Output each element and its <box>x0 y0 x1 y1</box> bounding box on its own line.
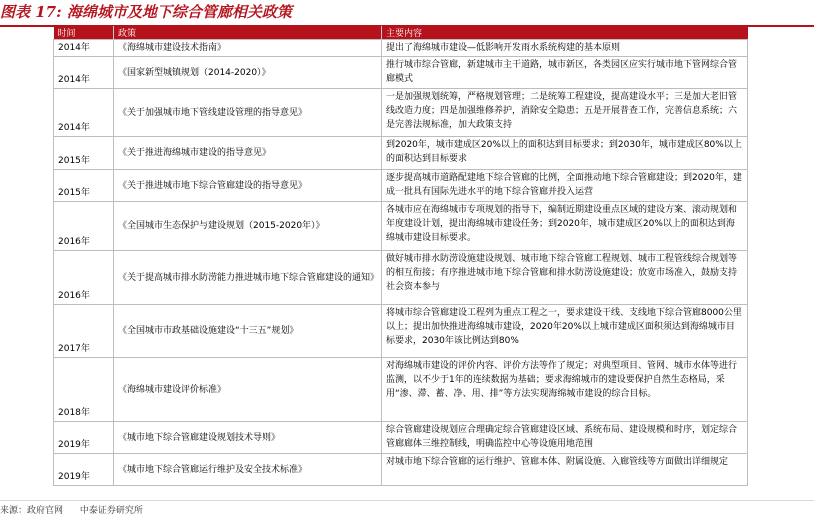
table-row <box>54 170 748 202</box>
row-year: 2016年 <box>54 202 114 251</box>
table-row <box>54 89 748 137</box>
row-policy: 《关于加强城市地下管线建设管理的指导意见》 <box>114 89 382 137</box>
row-policy: 《关于推进海绵城市建设的指导意见》 <box>114 137 382 170</box>
table-row <box>54 422 748 454</box>
row-year: 2015年 <box>54 137 114 170</box>
row-content: 将城市综合管廊建设工程列为重点工程之一，要求建设干线、支线地下综合管廊8000公里以上；提出加快推进海绵城市建设，2020年20%以上城市建成区面积须达到海绵城市目标要求，2030年该比例达到80% <box>382 305 748 358</box>
row-policy: 《城市地下综合管廊建设规划技术导则》 <box>114 422 382 454</box>
row-content: 做好城市排水防涝设施建设规划、城市地下综合管廊工程规划、城市工程管线综合规划等的相互衔接；有序推进城市地下综合管廊和排水防涝设施建设；放宽市场准入，鼓励支持社会资本参与 <box>382 251 748 305</box>
table-row <box>54 251 748 305</box>
row-content: 一是加强规划统筹，严格规划管理；二是统筹工程建设，提高建设水平；三是加大老旧管线改造力度；四是加强维修养护，消除安全隐患；五是开展普查工作，完善信息系统；六是完善法规标准，加大政策支持 <box>382 89 748 137</box>
row-content: 对城市地下综合管廊的运行维护、管廊本体、附属设施、入廊管线等方面做出详细规定 <box>382 454 748 486</box>
table-row <box>54 40 748 57</box>
row-content: 综合管廊建设规划应合理确定综合管廊建设区域、系统布局、建设规模和时序，划定综合管廊廊体三维控制线，明确监控中心等设施用地范围 <box>382 422 748 454</box>
row-year: 2016年 <box>54 251 114 305</box>
table-row <box>54 137 748 170</box>
header-content: 主要内容 <box>382 26 748 40</box>
row-year: 2017年 <box>54 305 114 358</box>
row-year: 2015年 <box>54 170 114 202</box>
row-policy: 《海绵城市建设技术指南》 <box>114 40 382 57</box>
page-title: 图表 17: 海绵城市及地下综合管廊相关政策 <box>0 3 292 21</box>
row-policy: 《关于推进城市地下综合管廊建设的指导意见》 <box>114 170 382 202</box>
row-content: 各城市应在海绵城市专项规划的指导下，编制近期建设重点区域的建设方案、滚动规划和年度建设计划，提出海绵城市建设任务；到2020年，城市建成区20%以上的面积达到海绵城市建设目标要求。 <box>382 202 748 251</box>
table-row <box>54 305 748 358</box>
footer-divider <box>0 500 814 501</box>
row-policy: 《国家新型城镇规划（2014-2020）》 <box>114 57 382 89</box>
row-policy: 《关于提高城市排水防涝能力推进城市地下综合管廊建设的通知》 <box>114 251 382 305</box>
row-year: 2014年 <box>54 89 114 137</box>
row-content: 推行城市综合管廊，新建城市主干道路，城市新区，各类园区应实行城市地下管网综合管廊模式 <box>382 57 748 89</box>
row-content: 到2020年，城市建成区20%以上的面积达到目标要求；到2030年，城市建成区80%以上的面积达到目标要求 <box>382 137 748 170</box>
row-policy: 《城市地下综合管廊运行维护及安全技术标准》 <box>114 454 382 486</box>
row-year: 2019年 <box>54 454 114 486</box>
row-policy: 《全国城市市政基础设施建设“十三五”规划》 <box>114 305 382 358</box>
row-content: 提出了海绵城市建设—低影响开发雨水系统构建的基本原则 <box>382 40 748 57</box>
row-year: 2014年 <box>54 40 114 57</box>
row-content: 逐步提高城市道路配建地下综合管廊的比例，全面推动地下综合管廊建设；到2020年，建成一批具有国际先进水平的地下综合管廊并投入运营 <box>382 170 748 202</box>
header-time: 时间 <box>54 26 114 40</box>
row-year: 2019年 <box>54 422 114 454</box>
header-policy: 政策 <box>114 26 382 40</box>
row-policy: 《全国城市生态保护与建设规划（2015-2020年）》 <box>114 202 382 251</box>
table-row <box>54 358 748 422</box>
row-year: 2014年 <box>54 57 114 89</box>
source-label: 来源：政府官网 <box>0 506 64 516</box>
row-year: 2018年 <box>54 358 114 422</box>
row-policy: 《海绵城市建设评价标准》 <box>114 358 382 422</box>
row-content: 对海绵城市建设的评价内容、评价方法等作了规定；对典型项目、管网、城市水体等进行监测，以不少于1年的连续数据为基础；要求海绵城市的建设要保护自然生态格局，采用“渗、滞、蓄、净、用、排”等方法实现海绵城市建设的综合目标。 <box>382 358 748 422</box>
table-header-row <box>54 26 748 40</box>
table-row <box>54 57 748 89</box>
source-org: 中泰证券研究所 <box>79 506 143 516</box>
source-note <box>0 503 143 516</box>
table-row <box>54 202 748 251</box>
policy-table <box>53 26 748 486</box>
table-row <box>54 454 748 486</box>
